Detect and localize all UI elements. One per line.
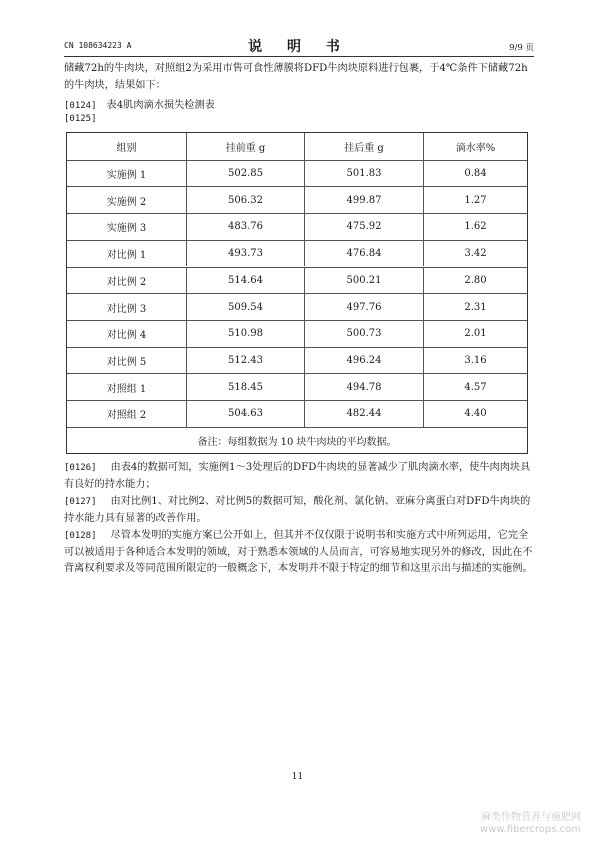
watermark xyxy=(480,812,581,836)
cell-weight-before: 509.54 xyxy=(186,294,304,320)
table-row xyxy=(67,240,527,267)
paragraph-text: 尽管本发明的实施方案已公开如上，但其并不仅仅限于说明书和实施方式中所列运用，它完全可以被适用于各种适合本发明的领域，对于熟悉本领域的人员而言，可容易地实现另外的修改，因此在不背离权利要求及等同范围所限定的一般概念下，本发明并不限于特定的细节和这里示出与描述的实施例。 xyxy=(64,530,533,574)
cell-weight-after: 500.73 xyxy=(304,321,423,347)
cell-weight-after: 500.21 xyxy=(304,268,423,294)
cell-drip-rate: 2.80 xyxy=(423,268,527,294)
paragraph-tag: [0125] xyxy=(64,114,97,124)
paragraph-text: 由表4的数据可知，实施例1～3处理后的DFD牛肉块的显著减少了肌肉滴水率，使牛肉肉块具有良好的持水能力； xyxy=(64,462,531,490)
paragraph-text: 由对比例1、对比例2、对比例5的数据可知，酸化剂、氯化钠、亚麻分离蛋白对DFD牛肉块的持水能力具有显著的改善作用。 xyxy=(64,496,531,524)
cell-weight-before: 483.76 xyxy=(186,214,304,240)
cell-weight-after: 494.78 xyxy=(304,374,423,400)
cell-weight-before: 506.32 xyxy=(186,187,304,213)
table-header-row xyxy=(67,133,527,160)
cell-weight-before: 502.85 xyxy=(186,161,304,187)
cell-weight-before: 510.98 xyxy=(186,321,304,347)
cell-weight-before: 493.73 xyxy=(186,241,304,267)
cell-group: 实施例 2 xyxy=(106,196,147,208)
cell-group: 实施例 1 xyxy=(106,170,147,182)
paragraph-tag: [0124] xyxy=(64,101,97,111)
drip-loss-table xyxy=(66,132,528,454)
table-row xyxy=(67,320,527,347)
paragraph-0128 xyxy=(64,528,534,578)
paragraph-0126 xyxy=(64,460,534,493)
cell-weight-before: 514.64 xyxy=(186,268,304,294)
cell-group: 对比例 5 xyxy=(106,356,147,368)
cell-weight-before: 518.45 xyxy=(186,374,304,400)
cell-weight-after: 501.83 xyxy=(304,161,423,187)
table-row xyxy=(67,213,527,240)
table-row xyxy=(67,373,527,400)
cell-group: 对照组 2 xyxy=(106,410,147,422)
table-row xyxy=(67,347,527,374)
cell-weight-after: 475.92 xyxy=(304,214,423,240)
cell-group: 对比例 4 xyxy=(106,330,147,342)
paragraph-tag: [0128] xyxy=(64,531,97,541)
cell-drip-rate: 3.42 xyxy=(423,241,527,267)
cell-drip-rate: 1.62 xyxy=(423,214,527,240)
table-row xyxy=(67,293,527,320)
paragraph-tag: [0127] xyxy=(64,497,97,507)
cell-weight-before: 512.43 xyxy=(186,348,304,374)
header-cell-weight-after: 挂后重 g xyxy=(304,133,423,160)
cell-drip-rate: 3.16 xyxy=(423,348,527,374)
table-row xyxy=(67,186,527,213)
header-cell-group: 组别 xyxy=(116,142,137,154)
cell-weight-after: 496.24 xyxy=(304,348,423,374)
header-cell-drip-rate: 滴水率% xyxy=(423,133,527,160)
table-row xyxy=(67,160,527,187)
cell-drip-rate: 1.27 xyxy=(423,187,527,213)
header-rule xyxy=(64,56,534,57)
cell-group: 实施例 3 xyxy=(106,223,147,235)
intro-paragraph: 储藏72h的牛肉块，对照组2为采用市售可食性薄膜将DFD牛肉块原料进行包裹，于4℃条件下储藏72h的牛肉块，结果如下： xyxy=(64,63,528,91)
page-indicator: 9/9 页 xyxy=(509,43,534,53)
cell-drip-rate: 0.84 xyxy=(423,161,527,187)
cell-weight-after: 476.84 xyxy=(304,241,423,267)
page-number: 11 xyxy=(291,772,304,782)
table-note: 备注：每组数据为 10 块牛肉块的平均数据。 xyxy=(67,427,527,453)
cell-weight-before: 504.63 xyxy=(186,401,304,427)
cell-group: 对照组 1 xyxy=(106,383,147,395)
page-header xyxy=(64,38,534,54)
cell-weight-after: 499.87 xyxy=(304,187,423,213)
cell-weight-after: 482.44 xyxy=(304,401,423,427)
header-cell-weight-before: 挂前重 g xyxy=(186,133,304,160)
paragraph-tag: [0126] xyxy=(64,463,97,473)
table-caption: 表4肌肉滴水损失检测表 xyxy=(106,100,215,111)
cell-group: 对比例 3 xyxy=(106,303,147,315)
document-title: 说 明 书 xyxy=(248,39,350,55)
table-row xyxy=(67,267,527,294)
watermark-name: 麻类作物营养与施肥网 xyxy=(481,812,581,823)
table-caption-line xyxy=(64,96,215,111)
cell-group: 对比例 1 xyxy=(106,250,147,262)
table-row xyxy=(67,400,527,427)
cell-drip-rate: 4.57 xyxy=(423,374,527,400)
cell-drip-rate: 2.31 xyxy=(423,294,527,320)
cell-drip-rate: 4.40 xyxy=(423,401,527,427)
cell-group: 对比例 2 xyxy=(106,276,147,288)
watermark-url: www.fibercrops.com xyxy=(479,824,581,835)
cell-drip-rate: 2.01 xyxy=(423,321,527,347)
cell-weight-after: 497.76 xyxy=(304,294,423,320)
paragraph-0127 xyxy=(64,494,534,527)
publication-number: CN 108634223 A xyxy=(64,41,132,50)
